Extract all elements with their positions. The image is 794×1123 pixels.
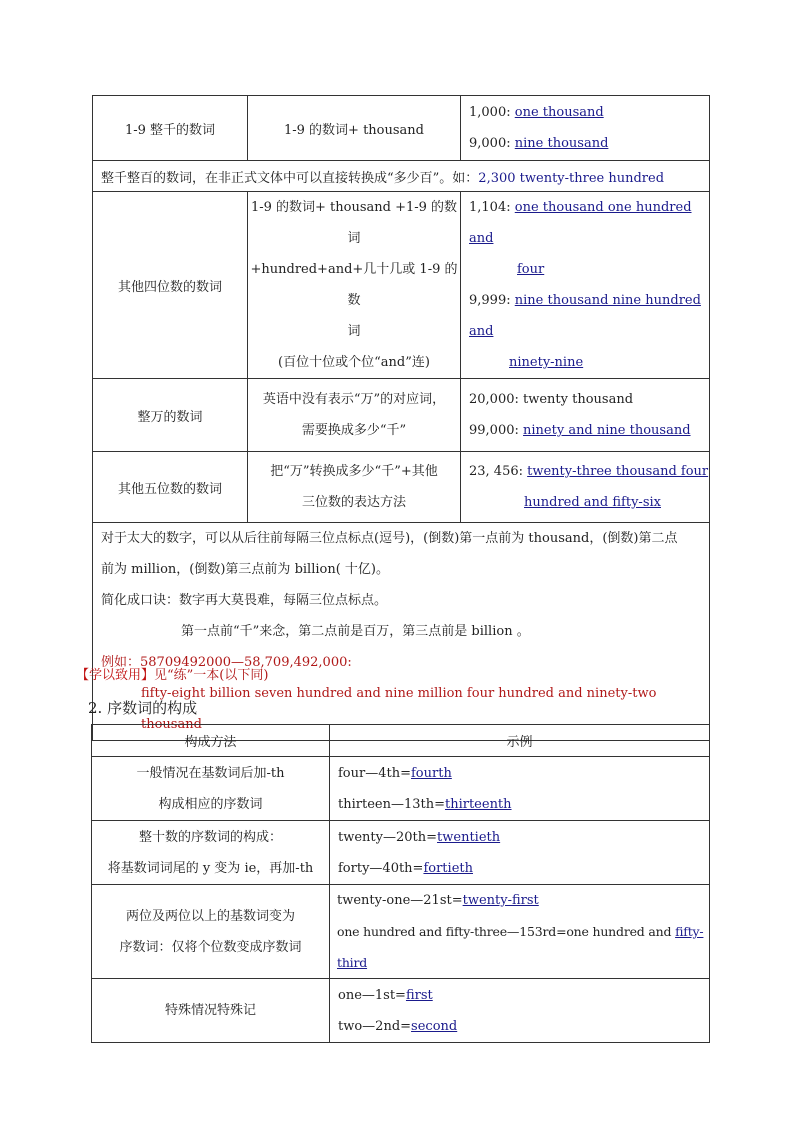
table-cell: 把“万”转换成多少“千”+其他 三位数的表达方法 [248, 452, 461, 523]
table-cell: 其他四位数的数词 [93, 192, 248, 379]
table-cell: 1,000: one thousand 9,000: nine thousand [461, 96, 710, 161]
table-cell: twenty-one—21st=twenty-first one hundred and fifty-three—153rd=one hundred and fifty-third [330, 885, 710, 979]
table-cell: 1-9 整千的数词 [93, 96, 248, 161]
table-cell: 一般情况在基数词后加-th 构成相应的序数词 [92, 757, 330, 821]
table-row [93, 452, 710, 523]
table-cell: 20,000: twenty thousand 99,000: ninety and nine thousand [461, 379, 710, 452]
column-header: 示例 [330, 725, 710, 757]
practice-note: 【学以致用】见“练”一本(以下同) [76, 668, 269, 683]
table-cell: one—1st=first two—2nd=second [330, 979, 710, 1043]
table-row [92, 979, 710, 1043]
table-cell: 两位及两位以上的基数词变为 序数词：仅将个位数变成序数词 [92, 885, 330, 979]
table-cell: 1,104: one thousand one hundred and four 9,999: nine thousand nine hundred and ninety-nine [461, 192, 710, 379]
table-row [92, 821, 710, 885]
summary-cell: 对于太大的数字，可以从后往前每隔三位点标点(逗号)，(倒数)第一点前为 thousand，(倒数)第二点 前为 million，(倒数)第三点前为 billion( 十亿)。 简化成口诀：数字再大莫畏难，每隔三位点标点。 第一点前“千”来念，第二点前是百万，第三点前是 billion 。 例如：58709492000—58,709,492,000: fifty-eight billion seven hundred and nine million four hundred and ninety-two thousand [93, 523, 710, 741]
table-cell: four—4th=fourth thirteen—13th=thirteenth [330, 757, 710, 821]
table-cell: 英语中没有表示“万”的对应词， 需要换成多少“千” [248, 379, 461, 452]
table-cell: 特殊情况特殊记 [92, 979, 330, 1043]
table-row [93, 192, 710, 379]
cardinal-number-table [92, 95, 710, 741]
table-cell: 整万的数词 [93, 379, 248, 452]
table-cell: 其他五位数的数词 [93, 452, 248, 523]
table-row [92, 757, 710, 821]
table-cell: 23, 456: twenty-three thousand four hundred and fifty-six [461, 452, 710, 523]
ordinal-number-table [91, 724, 710, 1043]
note-cell: 整千整百的数词，在非正式文体中可以直接转换成“多少百”。如：2,300 twenty-three hundred [93, 161, 710, 192]
table-row [93, 96, 710, 161]
table-row [93, 161, 710, 192]
table-row [93, 379, 710, 452]
table-row [92, 885, 710, 979]
section-title: 2. 序数词的构成 [88, 699, 198, 717]
table-cell: twenty—20th=twentieth forty—40th=fortieth [330, 821, 710, 885]
column-header: 构成方法 [92, 725, 330, 757]
table-header-row [92, 725, 710, 757]
table-cell: 1-9 的数词+ thousand [248, 96, 461, 161]
table-cell: 1-9 的数词+ thousand +1-9 的数词 +hundred+and+几十几或 1-9 的数 词 (百位十位或个位“and”连) [248, 192, 461, 379]
table-cell: 整十数的序数词的构成： 将基数词词尾的 y 变为 ie，再加-th [92, 821, 330, 885]
